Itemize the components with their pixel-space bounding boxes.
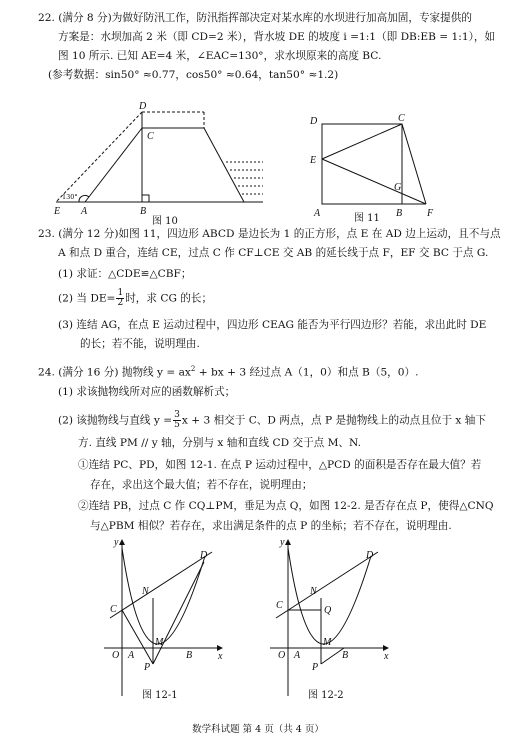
fig122-label-m: M bbox=[323, 637, 332, 648]
fig121-label-a: A bbox=[128, 650, 135, 661]
figure-12-2 bbox=[266, 536, 406, 706]
q24-part-1: (1) 求该抛物线所对应的函数解析式； bbox=[58, 386, 236, 398]
q24-line-7: 与△PBM 相似？若存在，求出满足条件的点 P 的坐标；若不存在，说明理由. bbox=[90, 520, 452, 532]
fig121-label-o: O bbox=[112, 650, 120, 661]
fig121-label-n: N bbox=[142, 586, 149, 597]
q22-line-4: (参考数据：sin50° ≈0.77，cos50° ≈0.64，tan50° ≈1.2) bbox=[48, 69, 339, 81]
fig121-label-d: D bbox=[200, 550, 208, 561]
q23-line-2: A 和点 D 重合，连结 CE，过点 C 作 CF⊥CE 交 AB 的延长线于点 F，EF 交 BC 于点 G. bbox=[58, 247, 489, 259]
fig122-label-d: D bbox=[366, 550, 374, 561]
q23-part-3-cont: 的长；若不能，说明理由. bbox=[80, 338, 200, 350]
q24-line-1: 24. (满分 16 分) 抛物线 $y = ax^2$ + bx + 3 经过点 A（1，0）和点 B（5，0）. bbox=[38, 365, 419, 379]
q23-part-1: (1) 求证：△CDE≌△CBF； bbox=[58, 268, 192, 280]
fig10-label-a: A bbox=[81, 206, 88, 217]
page-footer: 数学科试题 第 4 页（共 4 页） bbox=[192, 724, 324, 735]
q23-line-1: 23. (满分 12 分)如图 11，四边形 ABCD 是边长为 1 的正方形，点 E 在 AD 边上运动，且不与点 bbox=[38, 228, 501, 240]
figure-12-1 bbox=[100, 536, 240, 706]
fig121-label-b: B bbox=[186, 650, 193, 661]
q24-line-3: 方. 直线 PM // y 轴，分别与 x 轴和直线 CD 交于点 M、N. bbox=[78, 437, 362, 449]
fig121-label-x: x bbox=[218, 651, 223, 662]
fig122-label-p: P bbox=[312, 662, 319, 673]
fig121-label-y: y bbox=[114, 537, 119, 548]
fig11-label-b: B bbox=[396, 208, 403, 219]
fig122-caption: 图 12-2 bbox=[308, 690, 344, 701]
fig122-label-n: N bbox=[310, 586, 317, 597]
q23-part-2-suffix: 时，求 CG 的长； bbox=[125, 292, 213, 305]
fig122-label-q: Q bbox=[324, 605, 332, 616]
fig10-label-e: E bbox=[54, 206, 61, 217]
fig122-label-o: O bbox=[278, 650, 286, 661]
q24-line-5: 存在，求出这个最大值；若不存在，说明理由； bbox=[90, 479, 313, 491]
fig11-label-e: E bbox=[310, 155, 317, 166]
fig10-label-c: C bbox=[147, 131, 154, 142]
fig121-caption: 图 12-1 bbox=[142, 690, 178, 701]
fig10-label-b: B bbox=[140, 206, 147, 217]
fig122-label-b: B bbox=[342, 650, 349, 661]
q23-fraction: $\frac{1}{2}$ bbox=[117, 288, 124, 308]
fig122-label-y: y bbox=[280, 537, 285, 548]
q23-part-3: (3) 连结 AG，在点 E 运动过程中，四边形 CEAG 能否为平行四边形？若能，求出此时 DE bbox=[58, 319, 487, 331]
fig10-caption: 图 10 bbox=[152, 216, 178, 227]
fig10-label-d: D bbox=[139, 101, 147, 112]
q23-part-2-prefix: (2) 当 DE= bbox=[58, 292, 116, 305]
fig121-label-p: P bbox=[144, 662, 151, 673]
fig122-label-a: A bbox=[294, 650, 301, 661]
figure-11 bbox=[308, 112, 458, 224]
q24-part-2: (2) 该抛物线与直线 y = $\frac{3}{5}$ x + 3 相交于 C、D 两点，点 P 是抛物线上的动点且位于 x 轴下 bbox=[58, 410, 486, 430]
q24-line-6: ②连结 PB，过点 C 作 CQ⊥PM，垂足为点 Q，如图 12-2. 是否存在点 P，使得△CNQ bbox=[78, 500, 494, 512]
q22-line-1: 22. (满分 8 分)为做好防汛工作，防汛指挥部决定对某水库的水坝进行加高加固，专家提供的 bbox=[38, 12, 472, 24]
fig122-label-c: C bbox=[276, 600, 283, 611]
q24-line-4: ①连结 PC、PD，如图 12-1. 在点 P 运动过程中，△PCD 的面积是否存在最大值？若 bbox=[78, 459, 482, 471]
q22-line-3: 图 10 所示. 已知 AE=4 米，∠EAC=130°，求水坝原来的高度 BC. bbox=[58, 50, 382, 62]
q23-part-2 bbox=[58, 289, 212, 308]
fig11-label-d: D bbox=[310, 116, 318, 127]
fig121-label-c: C bbox=[110, 604, 117, 615]
fig11-label-a: A bbox=[314, 208, 321, 219]
fig11-label-f: F bbox=[427, 208, 434, 219]
fig121-label-m: M bbox=[155, 637, 164, 648]
fig11-label-g: G bbox=[394, 182, 402, 193]
fig10-angle-label: 130° bbox=[62, 193, 78, 201]
q24-fraction: $\frac{3}{5}$ bbox=[174, 410, 180, 430]
q22-line-2: 方案是：水坝加高 2 米（即 CD=2 米），背水坡 DE 的坡度 i =1:1（即 DB:EB = 1:1），如 bbox=[58, 31, 496, 43]
fig11-label-c: C bbox=[398, 113, 405, 124]
fig122-label-x: x bbox=[384, 651, 389, 662]
fig11-caption: 图 11 bbox=[354, 213, 380, 224]
figure-10 bbox=[48, 100, 308, 225]
